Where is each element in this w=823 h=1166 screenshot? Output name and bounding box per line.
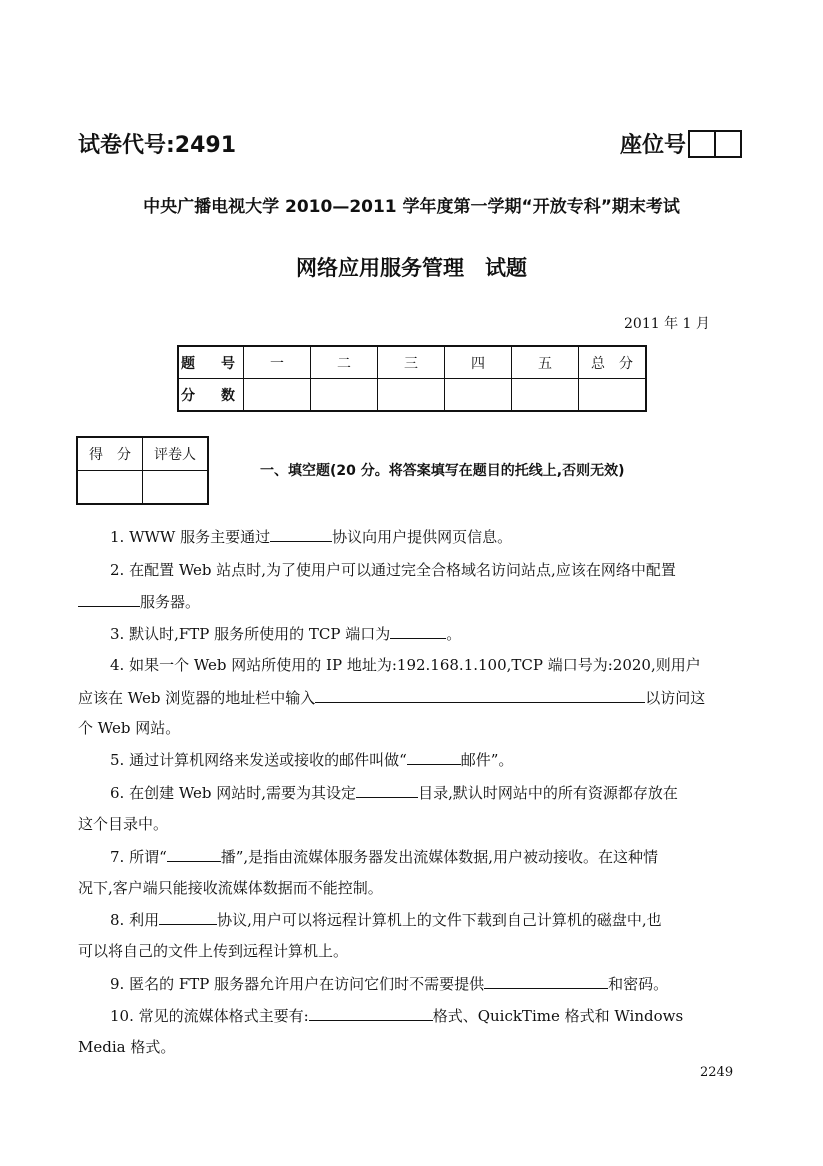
question-10-cont <box>78 1037 175 1057</box>
question-2-cont <box>78 591 200 612</box>
answer-blank[interactable] <box>309 1005 433 1021</box>
answer-blank[interactable] <box>167 846 221 862</box>
score-cell <box>311 379 378 412</box>
seat-label: 座位号 <box>620 133 687 158</box>
score-table <box>177 345 647 412</box>
answer-blank[interactable] <box>407 749 461 765</box>
question-8-cont <box>78 941 348 961</box>
score-table-header: 二 <box>311 346 378 379</box>
seat-box <box>688 130 716 158</box>
question-text: 。 <box>446 625 462 643</box>
score-table-header: 一 <box>244 346 311 379</box>
question-4 <box>110 655 701 675</box>
question-text: 服务器。 <box>140 593 201 611</box>
score-cell <box>244 379 311 412</box>
score-cell <box>445 379 512 412</box>
answer-blank[interactable] <box>78 591 140 607</box>
question-text: 应该在 Web 浏览器的地址栏中输入 <box>78 689 316 707</box>
question-text: 格式、QuickTime 格式和 Windows <box>432 1007 684 1025</box>
question-text: 5. 通过计算机网络来发送或接收的邮件叫做“ <box>110 751 407 769</box>
score-table-header: 总 分 <box>579 346 647 379</box>
grader-table <box>76 436 209 505</box>
grader-score-label: 得 分 <box>77 437 143 471</box>
score-cell <box>512 379 579 412</box>
question-10 <box>110 1005 683 1026</box>
score-table-header: 四 <box>445 346 512 379</box>
subject-title: 网络应用服务管理 试题 <box>296 256 527 280</box>
question-text: 播”,是指由流媒体服务器发出流媒体数据,用户被动接收。在这种情 <box>220 848 658 866</box>
grader-score-cell <box>77 471 143 505</box>
question-text: 况下,客户端只能接收流媒体数据而不能控制。 <box>78 879 383 897</box>
question-6-cont <box>78 814 168 834</box>
page-number: 2249 <box>700 1065 734 1080</box>
exam-code: 试卷代号:2491 <box>78 133 237 158</box>
question-text: 这个目录中。 <box>78 815 169 833</box>
score-table-header: 五 <box>512 346 579 379</box>
exam-title: 中央广播电视大学 2010—2011 学年度第一学期“开放专科”期末考试 <box>143 197 680 217</box>
seat-number <box>620 128 742 159</box>
question-text: 2. 在配置 Web 站点时,为了使用户可以通过完全合格域名访问站点,应该在网络中配置 <box>110 561 676 579</box>
question-text: 个 Web 网站。 <box>78 719 181 737</box>
question-5 <box>110 749 513 770</box>
question-text: 6. 在创建 Web 网站时,需要为其设定 <box>110 784 357 802</box>
question-text: Media 格式。 <box>78 1038 176 1056</box>
section-title: 一、填空题(20 分。将答案填写在题目的托线上,否则无效) <box>260 463 625 479</box>
question-7 <box>110 846 658 867</box>
question-text: 1. WWW 服务主要通过 <box>110 528 271 546</box>
question-text: 可以将自己的文件上传到远程计算机上。 <box>78 942 349 960</box>
score-cell <box>579 379 647 412</box>
question-text: 协议,用户可以将远程计算机上的文件下载到自己计算机的磁盘中,也 <box>217 911 662 929</box>
question-text: 协议向用户提供网页信息。 <box>332 528 513 546</box>
question-4-cont <box>78 687 705 708</box>
question-6 <box>110 782 678 803</box>
score-cell <box>378 379 445 412</box>
answer-blank[interactable] <box>484 973 608 989</box>
question-3 <box>110 623 461 644</box>
answer-blank[interactable] <box>315 687 645 703</box>
question-text: 10. 常见的流媒体格式主要有: <box>110 1007 309 1025</box>
score-table-header: 三 <box>378 346 445 379</box>
question-text: 邮件”。 <box>460 751 514 769</box>
seat-box <box>714 130 742 158</box>
score-table-row-label: 题 号 <box>178 346 244 379</box>
question-text: 7. 所谓“ <box>110 848 167 866</box>
question-text: 4. 如果一个 Web 网站所使用的 IP 地址为:192.168.1.100,TCP 端口号为:2020,则用户 <box>110 656 701 674</box>
question-4-cont2 <box>78 718 180 738</box>
answer-blank[interactable] <box>356 782 418 798</box>
question-text: 9. 匿名的 FTP 服务器允许用户在访问它们时不需要提供 <box>110 975 485 993</box>
question-8 <box>110 909 662 930</box>
question-text: 目录,默认时网站中的所有资源都存放在 <box>418 784 678 802</box>
question-text: 以访问这 <box>645 689 706 707</box>
question-text: 和密码。 <box>608 975 669 993</box>
question-text: 3. 默认时,FTP 服务所使用的 TCP 端口为 <box>110 625 391 643</box>
question-9 <box>110 973 668 994</box>
answer-blank[interactable] <box>270 526 332 542</box>
question-2 <box>110 560 676 580</box>
grader-name-label: 评卷人 <box>143 437 209 471</box>
exam-date: 2011 年 1 月 <box>624 316 710 332</box>
answer-blank[interactable] <box>159 909 217 925</box>
score-table-row-label: 分 数 <box>178 379 244 412</box>
question-text: 8. 利用 <box>110 911 160 929</box>
grader-name-cell <box>143 471 209 505</box>
question-1 <box>110 526 512 547</box>
answer-blank[interactable] <box>390 623 446 639</box>
question-7-cont <box>78 878 383 898</box>
